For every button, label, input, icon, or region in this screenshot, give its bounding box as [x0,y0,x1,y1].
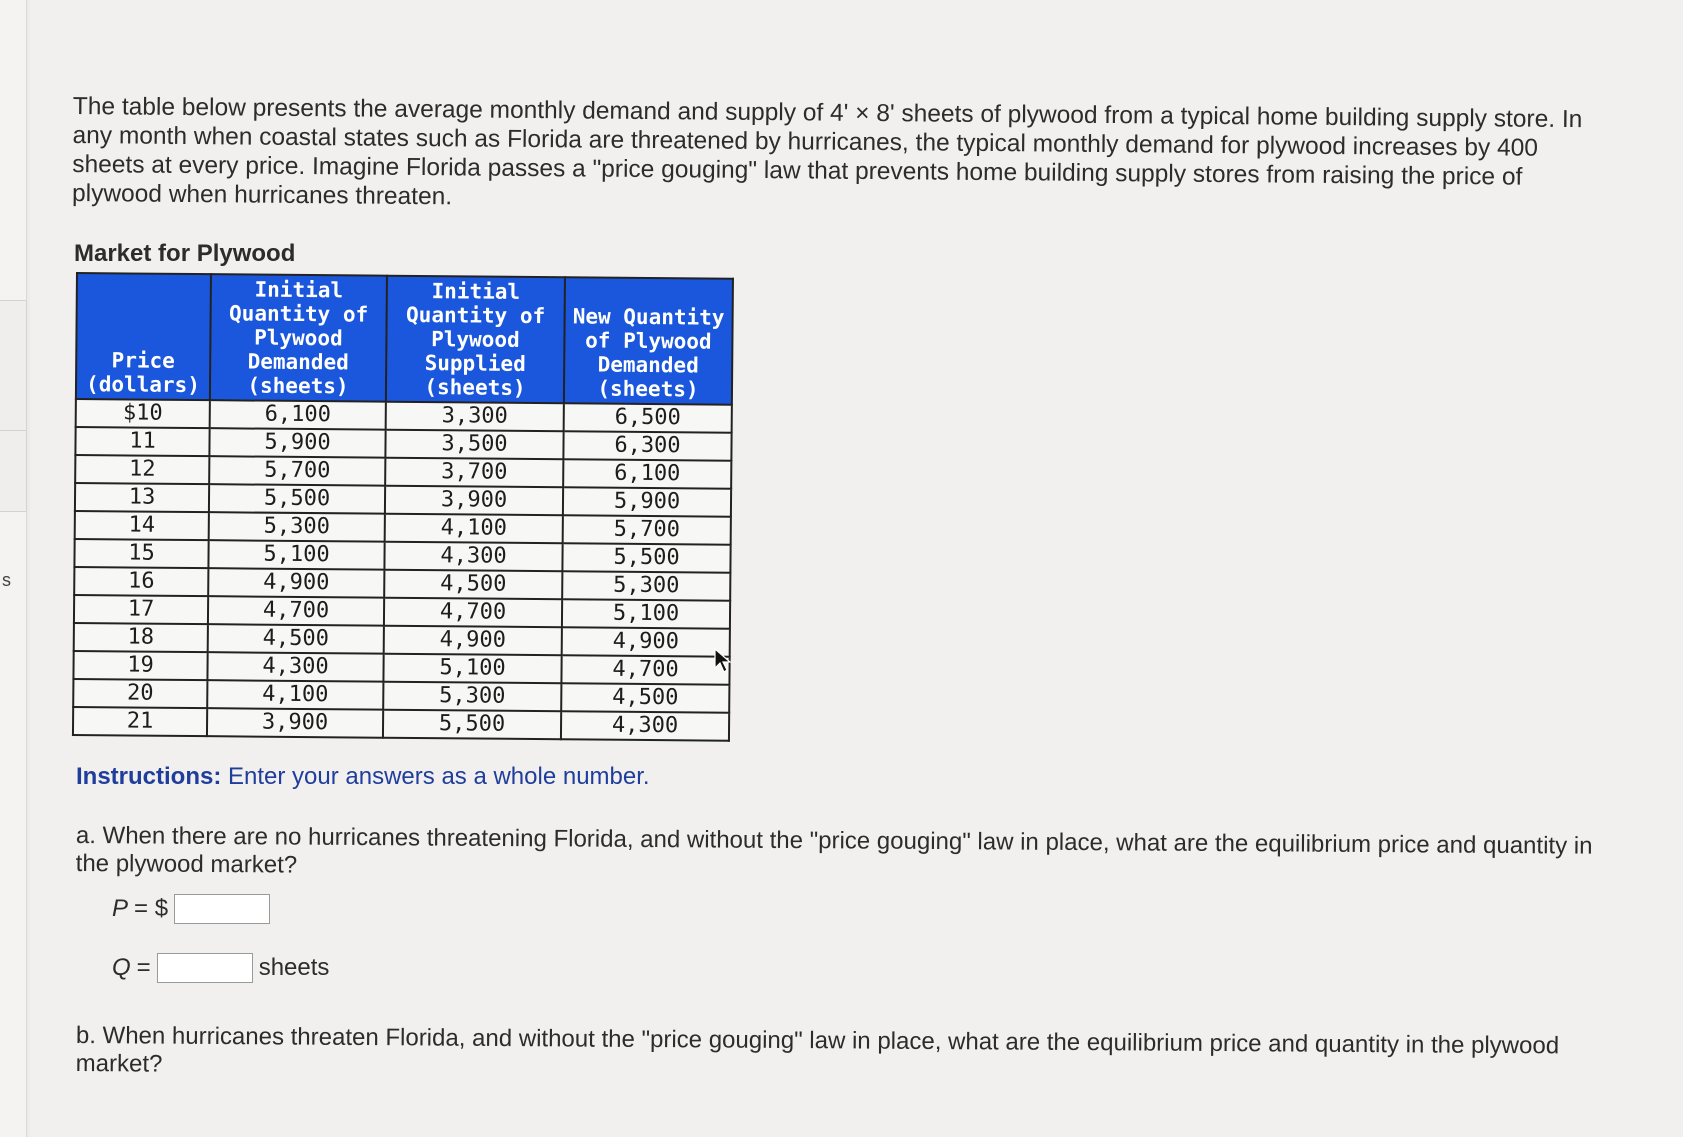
cell-new-demanded: 4,500 [561,683,729,712]
quantity-answer-row [112,953,329,983]
cell-initial-supplied: 5,300 [383,682,561,712]
cell-new-demanded: 5,100 [562,599,730,628]
left-edge-panel [0,0,27,1137]
cell-initial-demanded: 6,100 [210,400,386,430]
cell-price: 14 [75,511,209,540]
cell-initial-demanded: 5,100 [208,540,384,570]
price-equals-dollar: = $ [134,895,169,922]
cell-initial-demanded: 4,300 [207,652,383,682]
cell-new-demanded: 5,500 [562,543,730,572]
left-edge-tab[interactable] [0,300,27,432]
cell-price: 17 [74,595,208,624]
cell-initial-demanded: 5,300 [209,512,385,542]
instructions-label: Instructions: [76,763,222,790]
cell-initial-supplied: 4,700 [384,598,562,628]
cell-price: 13 [75,483,209,512]
table-title: Market for Plywood [74,240,296,267]
quantity-equals: = [136,954,151,981]
cell-price: 18 [74,623,208,652]
cell-new-demanded: 5,300 [562,571,730,600]
cell-new-demanded: 4,300 [561,711,729,740]
side-letter: s [2,570,11,590]
table-row [73,707,729,741]
cell-price: 11 [75,427,209,456]
left-edge-tab[interactable] [0,430,27,512]
header-initial-supplied: Initial Quantity of Plywood Supplied (sheets) [386,276,565,404]
price-answer-row [112,894,270,924]
cell-price: $10 [76,399,210,428]
cell-price: 16 [74,567,208,596]
cell-initial-demanded: 5,700 [209,456,385,486]
cell-new-demanded: 4,900 [562,627,730,656]
cell-new-demanded: 6,500 [564,403,732,432]
cell-initial-supplied: 3,500 [385,430,563,460]
header-price: Price (dollars) [76,273,211,400]
cell-new-demanded: 6,300 [563,431,731,460]
price-answer-input[interactable] [174,894,270,924]
cell-new-demanded: 5,900 [563,487,731,516]
cell-new-demanded: 6,100 [563,459,731,488]
intro-paragraph: The table below presents the average monthly demand and supply of 4' × 8' sheets of plywood from a typical home building supply store. In any month when coastal states such as Florida are threatened by hurricanes, the typical monthly demand for plywood increases by 400 sheets at every price. Imagine Florida passes a "price gouging" law that prevents home building supply stores from raising the price of plywood when hurricanes threaten. [71,92,1583,211]
market-table [72,272,734,742]
price-variable-label: P [112,895,129,922]
table-header-row [76,273,733,405]
cell-initial-demanded: 4,700 [208,596,384,626]
header-initial-demanded: Initial Quantity of Plywood Demanded (sheets) [210,274,387,402]
cell-initial-demanded: 4,500 [208,624,384,654]
cell-price: 21 [73,707,207,736]
cell-initial-demanded: 4,900 [208,568,384,598]
quantity-unit-label: sheets [258,954,330,981]
cell-initial-supplied: 5,500 [383,710,561,740]
instructions [76,763,650,791]
cell-initial-supplied: 3,300 [386,402,564,432]
cell-initial-supplied: 4,100 [385,514,563,544]
cell-price: 12 [75,455,209,484]
cell-initial-supplied: 4,500 [384,570,562,600]
mouse-pointer-icon [714,648,732,674]
cell-new-demanded: 4,700 [561,655,729,684]
quantity-variable-label: Q [112,954,131,981]
cell-price: 20 [73,679,207,708]
cell-initial-supplied: 4,900 [384,626,562,656]
cell-initial-demanded: 3,900 [207,708,383,738]
cell-initial-demanded: 4,100 [207,680,383,710]
cell-initial-supplied: 3,700 [385,458,563,488]
header-new-demanded: New Quantity of Plywood Demanded (sheets) [564,277,733,404]
cell-new-demanded: 5,700 [563,515,731,544]
cell-initial-demanded: 5,500 [209,484,385,514]
cell-price: 19 [73,651,207,680]
question-b-text: b. When hurricanes threaten Florida, and without the "price gouging" law in place, what are the equilibrium price and quantity in the plywood market? [75,1022,1560,1078]
quantity-answer-input[interactable] [157,953,253,983]
cell-initial-supplied: 3,900 [385,486,563,516]
cell-initial-supplied: 4,300 [384,542,562,572]
question-a-text: a. When there are no hurricanes threatening Florida, and without the "price gouging" law in place, what are the equilibrium price and quantity in the plywood market? [75,822,1593,879]
cell-initial-supplied: 5,100 [383,654,561,684]
cell-price: 15 [74,539,208,568]
instructions-text: Enter your answers as a whole number. [228,763,650,790]
cell-initial-demanded: 5,900 [209,428,385,458]
